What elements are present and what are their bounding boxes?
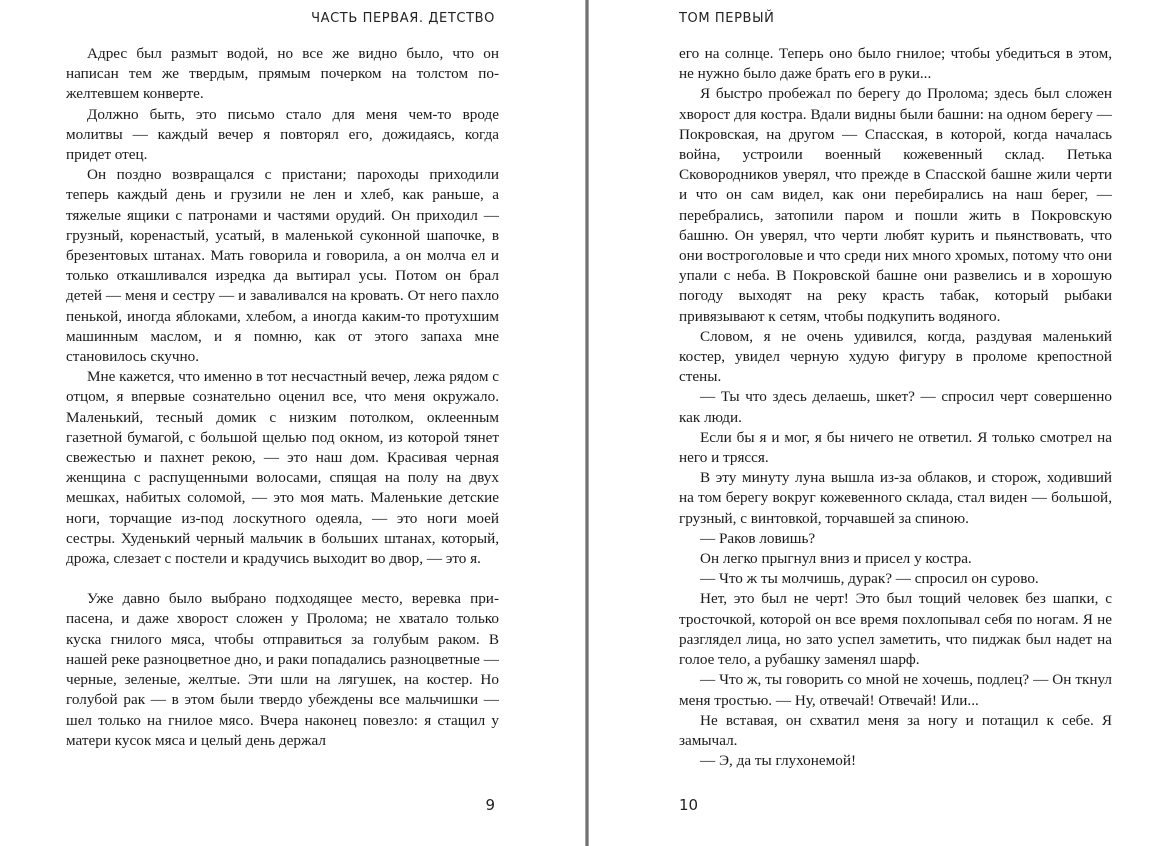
- page-number-right: 10: [679, 796, 699, 814]
- paragraph: — Э, да ты глухонемой!: [700, 752, 857, 770]
- paragraph: — Что ж, ты говорить со мной не хочешь, подлец? — Он ткнул меня тростью. — Ну, отвечай! Отвечай! Или...: [679, 671, 1112, 709]
- left-page: [0, 0, 585, 846]
- paragraph: Уже давно было выбрано подходящее место, веревка припасена, и даже хворост сложен у Пролома; не хватало только куска гнилого мяса, чтобы отправиться за голубым раком. В нашей реке разноцветное дно, и раки попадались разноцветные — черные, зеленые, желтые. Эти шли на лягушек, на костер. Но голубой рак — в этом были твердо убеждены все мальчишки — шел только на гнилое мясо. Вчера наконец повезло: я стащил у матери кусок мяса и целый день держал: [66, 590, 499, 749]
- left-page-text: [66, 44, 499, 751]
- paragraph: Мне кажется, что именно в тот несчастный вечер, лежа рядом с отцом, я впервые сознательно оценил все, что меня окружало. Маленький, тесный домик с низким потолком, оклеенным газетной бумагой, с большой щелью под окном, из которой тянет свежестью и пахнет рекою, — это наш дом. Красивая черная женщина с распущенными волосами, спящая на полу на двух мешках, набитых соломой, — это моя мать. Маленькие детские ноги, торчащие из-под лоскутного одеяла, — это ноги моей сестры. Худенький черный мальчик в больших штанах, который, дрожа, слезает с постели и крадучись выходит во двор, — это я.: [66, 368, 499, 568]
- right-page: [589, 0, 1171, 846]
- section-break: [66, 569, 499, 589]
- paragraph: Не вставая, он схватил меня за ногу и потащил к себе. Я замычал.: [679, 711, 1112, 749]
- running-header-left: ЧАСТЬ ПЕРВАЯ. ДЕТСТВО: [311, 11, 495, 26]
- paragraph: В эту минуту луна вышла из-за облаков, и сторож, ходивший на том берегу вокруг кожевенного склада, стал виден — большой, грузный, с винтовкой, торчавшей за спиною.: [679, 469, 1112, 527]
- paragraph: Он поздно возвращался с пристани; пароходы приходили теперь каждый день и грузили не лен и хлеб, как раньше, а тяжелые ящики с патронами и частями орудий. Он приходил — грузный, коренастый, усатый, в маленькой суконной шапочке, в брезентовых штанах. Мать говорила и говорила, а он молча ел и только откашливался изредка да вытирал усы. Потом он брал детей — меня и сестру — и заваливался на кровать. От него пахло пенькой, иногда яблоками, хлебом, а иногда каким-то протухшим машинным маслом, и я помню, как от этого запаха мне становилось скучно.: [66, 166, 499, 366]
- running-header-right: ТОМ ПЕРВЫЙ: [679, 11, 775, 26]
- paragraph: — Раков ловишь?: [700, 529, 816, 547]
- right-page-text: [679, 44, 1112, 771]
- paragraph: — Ты что здесь делаешь, шкет? — спросил черт совершенно как люди.: [679, 388, 1112, 426]
- paragraph: Нет, это был не черт! Это был тощий человек без шапки, с тросточкой, которой он все время похлопывал себя по ногам. Я не разглядел лица, но зато успел заметить, что пиджак был надет на голое тело, а рубашку заменял шарф.: [679, 590, 1112, 669]
- paragraph: Если бы я и мог, я бы ничего не ответил. Я только смотрел на него и трясся.: [679, 428, 1112, 467]
- page-number-left: 9: [485, 796, 495, 814]
- paragraph: Я быстро пробежал по берегу до Пролома; здесь был сложен хворост для костра. Вдали видны были башни: на одном берегу — Покровская, на другом — Спасская, в которой, когда началась война, устроили военный кожевенный склад. Петька Сковородников уверял, что прежде в Спасской башне жили черти и что он сам видел, как они перебирались на наш берег, — перебрались, затопили паром и пошли жить в Покровскую башню. Он уверял, что черти любят курить и пьянствовать, что они востроголовые и что среди них много хромых, потому что они упали с неба. В Покровской башне они развелись и в хорошую погоду выходят на реку красть табак, который рыбаки привязывают к сетям, чтобы подкупить водяного.: [679, 85, 1112, 325]
- paragraph: Словом, я не очень удивился, когда, раздувая маленький костер, увидел черную худую фигуру в проломе крепостной стены.: [679, 327, 1112, 386]
- paragraph: Адрес был размыт водой, но все же видно было, что он написан тем же твердым, прямым почерком на толстом пожелтевшем конверте.: [66, 45, 499, 103]
- paragraph: Должно быть, это письмо стало для меня чем-то вроде молитвы — каждый вечер я повторял его, дожидаясь, когда придет отец.: [66, 105, 499, 164]
- paragraph: Он легко прыгнул вниз и присел у костра.: [700, 550, 972, 568]
- paragraph: его на солнце. Теперь оно было гнилое; чтобы убедиться в этом, не нужно было даже брать его в руки...: [679, 45, 1112, 83]
- paragraph: — Что ж ты молчишь, дурак? — спросил он сурово.: [700, 570, 1039, 588]
